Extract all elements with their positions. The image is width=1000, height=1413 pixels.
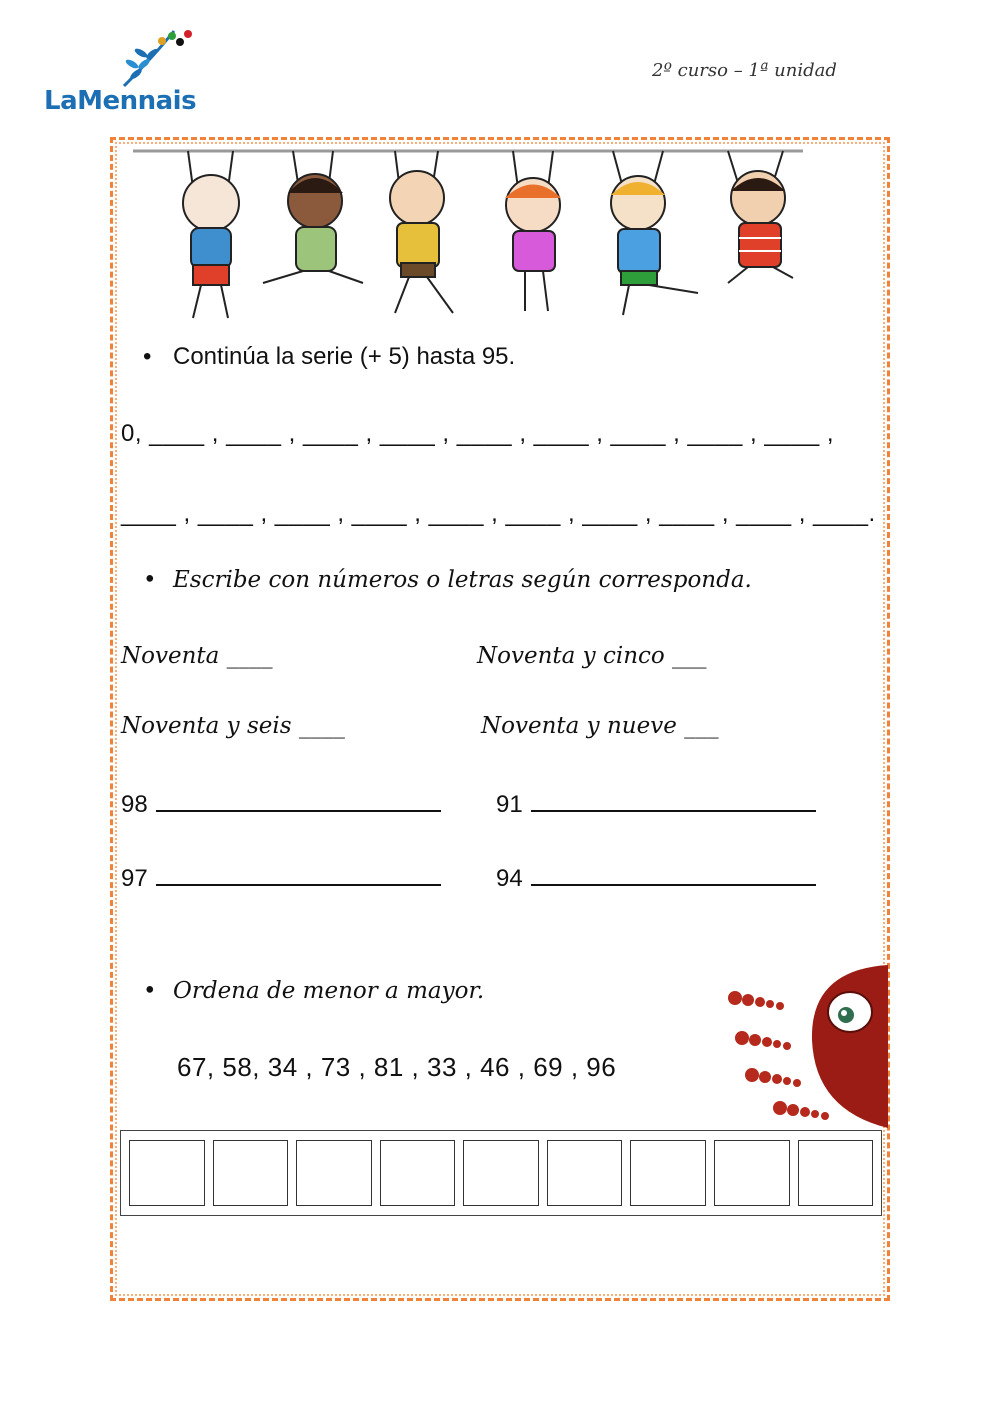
kid-2 bbox=[263, 151, 363, 283]
answer-line[interactable] bbox=[156, 864, 441, 886]
number-label: 91 bbox=[496, 791, 523, 818]
number-item-98[interactable] bbox=[121, 790, 441, 819]
series-line-2[interactable]: ____ , ____ , ____ , ____ , ____ , ____ , ____ , ____ , ____ , ____. bbox=[121, 500, 876, 527]
word-item-4[interactable]: Noventa y nueve ___ bbox=[481, 713, 719, 739]
order-instruction bbox=[143, 978, 484, 1004]
ordering-answer-boxes bbox=[120, 1130, 882, 1216]
write-instruction bbox=[143, 567, 752, 593]
answer-box[interactable] bbox=[463, 1140, 539, 1206]
answer-box[interactable] bbox=[296, 1140, 372, 1206]
answer-box[interactable] bbox=[547, 1140, 623, 1206]
word-item-2[interactable]: Noventa y cinco ___ bbox=[477, 643, 707, 669]
la-mennais-logo bbox=[44, 26, 204, 126]
kid-1 bbox=[183, 151, 239, 318]
bullet: • bbox=[143, 567, 157, 593]
series-instruction bbox=[143, 343, 515, 371]
number-item-91[interactable] bbox=[496, 790, 816, 819]
answer-line[interactable] bbox=[531, 790, 816, 812]
answer-box[interactable] bbox=[714, 1140, 790, 1206]
answer-box[interactable] bbox=[630, 1140, 706, 1206]
number-item-94[interactable] bbox=[496, 864, 816, 893]
word-item-3[interactable]: Noventa y seis ____ bbox=[121, 713, 345, 739]
answer-line[interactable] bbox=[531, 864, 816, 886]
number-item-97[interactable] bbox=[121, 864, 441, 893]
number-label: 97 bbox=[121, 865, 148, 892]
number-label: 98 bbox=[121, 791, 148, 818]
word-item-1[interactable]: Noventa ____ bbox=[121, 643, 273, 669]
kid-3 bbox=[390, 151, 453, 313]
answer-line[interactable] bbox=[156, 790, 441, 812]
series-instruction-text: Continúa la serie (+ 5) hasta 95. bbox=[173, 343, 516, 370]
number-sequence: 67, 58, 34 , 73 , 81 , 33 , 46 , 69 , 96 bbox=[177, 1052, 617, 1082]
logo-text: LaMennais bbox=[44, 86, 197, 116]
answer-box[interactable] bbox=[380, 1140, 456, 1206]
number-label: 94 bbox=[496, 865, 523, 892]
series-line-1[interactable]: 0, ____ , ____ , ____ , ____ , ____ , ____ , ____ , ____ , ____ , bbox=[121, 420, 835, 447]
kid-6 bbox=[728, 151, 793, 283]
red-monster-illustration bbox=[720, 960, 890, 1130]
course-label: 2º curso – 1ª unidad bbox=[652, 60, 837, 81]
bullet: • bbox=[143, 343, 152, 370]
bullet: • bbox=[143, 978, 157, 1004]
answer-box[interactable] bbox=[129, 1140, 205, 1206]
hanging-kids-illustration bbox=[133, 143, 803, 328]
kid-4 bbox=[505, 151, 561, 311]
answer-box[interactable] bbox=[798, 1140, 874, 1206]
answer-box[interactable] bbox=[213, 1140, 289, 1206]
kid-5 bbox=[611, 151, 698, 315]
order-instruction-text: Ordena de menor a mayor. bbox=[173, 978, 485, 1004]
write-instruction-text: Escribe con números o letras según corresponda. bbox=[173, 567, 752, 593]
